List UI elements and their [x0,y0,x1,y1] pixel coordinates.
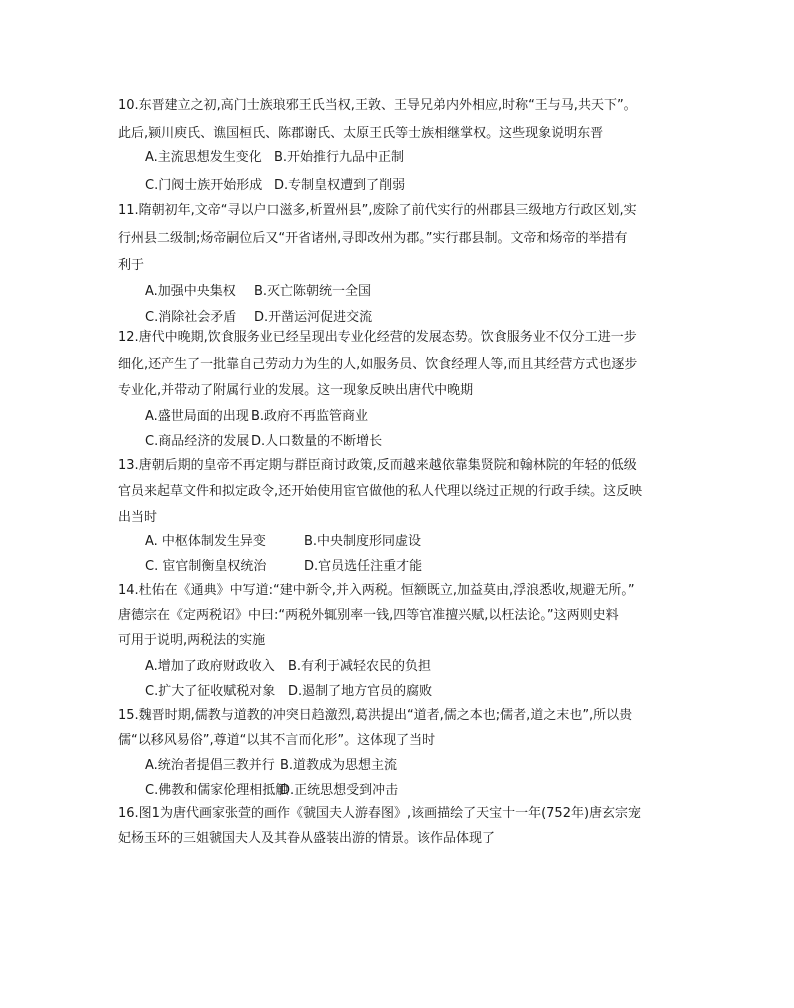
question-text-line: 行州县二级制;炀帝嗣位后又“开省诸州,寻即改州为郡。”实行郡县制。文帝和炀帝的举措有 [118,231,628,246]
answer-option[interactable]: C.佛教和儒家伦理相抵触 [145,783,289,798]
question-text-line: 16.图1为唐代画家张萱的画作《虢国夫人游春图》,该画描绘了天宝十一年(752年)唐玄宗宠 [118,806,642,821]
answer-option[interactable]: C.扩大了征收赋税对象 [145,684,276,699]
question-text-line: 14.杜佑在《通典》中写道:“建中新令,并入两税。恒额既立,加益莫由,浮浪悉收,规避无所。” [118,583,635,598]
question-text-line: 可用于说明,两税法的实施 [118,633,266,648]
question-text-line: 11.隋朝初年,文帝“寻以户口滋多,析置州县”,废除了前代实行的州郡县三级地方行政区划,实 [118,203,637,218]
answer-option[interactable]: A.增加了政府财政收入 [145,659,275,674]
answer-option[interactable]: A.主流思想发生变化 [145,150,262,165]
answer-option[interactable]: A.加强中央集权 [145,284,236,299]
answer-option[interactable]: B.道教成为思想主流 [280,758,398,773]
answer-option[interactable]: B.中央制度形同虚设 [304,534,422,549]
answer-option[interactable]: A. 中枢体制发生异变 [145,534,266,549]
answer-option[interactable]: B.开始推行九品中正制 [274,150,405,165]
question-text-line: 12.唐代中晚期,饮食服务业已经呈现出专业化经营的发展态势。饮食服务业不仅分工进一步 [118,330,637,345]
question-text-line: 细化,还产生了一批靠自己劳动力为生的人,如服务员、饮食经理人等,而且其经营方式也逐步 [118,357,638,372]
answer-option[interactable]: D.遏制了地方官员的腐败 [288,684,433,699]
answer-option[interactable]: D.正统思想受到冲击 [280,783,399,798]
answer-option[interactable]: C.门阀士族开始形成 [145,178,263,193]
question-text-line: 13.唐朝后期的皇帝不再定期与群臣商讨政策,反而越来越依靠集贤院和翰林院的年轻的低级 [118,458,637,473]
answer-option[interactable]: C. 宦官制衡皇权统治 [145,559,267,574]
answer-option[interactable]: B.有利于减轻农民的负担 [288,659,432,674]
answer-option[interactable]: C.商品经济的发展 [145,434,250,449]
question-text-line: 专业化,并带动了附属行业的发展。这一现象反映出唐代中晚期 [118,383,474,398]
question-text-line: 利于 [118,258,145,273]
answer-option[interactable]: A.盛世局面的出现 [145,409,249,424]
answer-option[interactable]: D.人口数量的不断增长 [251,434,383,449]
answer-option[interactable]: B.灭亡陈朝统一全国 [254,284,372,299]
question-text-line: 唐德宗在《定两税诏》中曰:“两税外辄别率一钱,四等官准擅兴赋,以枉法论。”这两则史料 [118,608,619,623]
question-text-line: 此后,颍川庾氏、谯国桓氏、陈郡谢氏、太原王氏等士族相继掌权。这些现象说明东晋 [118,126,604,141]
question-text-line: 出当时 [118,510,158,525]
answer-option[interactable]: B.政府不再监管商业 [251,409,369,424]
answer-option[interactable]: D.官员选任注重才能 [304,559,423,574]
question-text-line: 儒“以移风易俗”,尊道“以其不言而化形”。这体现了当时 [118,733,436,748]
question-text-line: 官员来起草文件和拟定政令,还开始使用宦官做他的私人代理以绕过正规的行政手续。这反映 [118,484,643,499]
answer-option[interactable]: D.开凿运河促进交流 [254,310,373,325]
answer-option[interactable]: D.专制皇权遭到了削弱 [274,178,406,193]
question-text-line: 15.魏晋时期,儒教与道教的冲突日趋激烈,葛洪提出“道者,儒之本也;儒者,道之末也”,所以贵 [118,708,633,723]
answer-option[interactable]: C.消除社会矛盾 [145,310,237,325]
question-text-line: 妃杨玉环的三姐虢国夫人及其眷从盛装出游的情景。该作品体现了 [118,831,496,846]
question-text-line: 10.东晋建立之初,高门士族琅邪王氏当权,王敦、王导兄弟内外相应,时称“王与马,共天下”。 [118,98,637,113]
answer-option[interactable]: A.统治者提倡三教并行 [145,758,275,773]
